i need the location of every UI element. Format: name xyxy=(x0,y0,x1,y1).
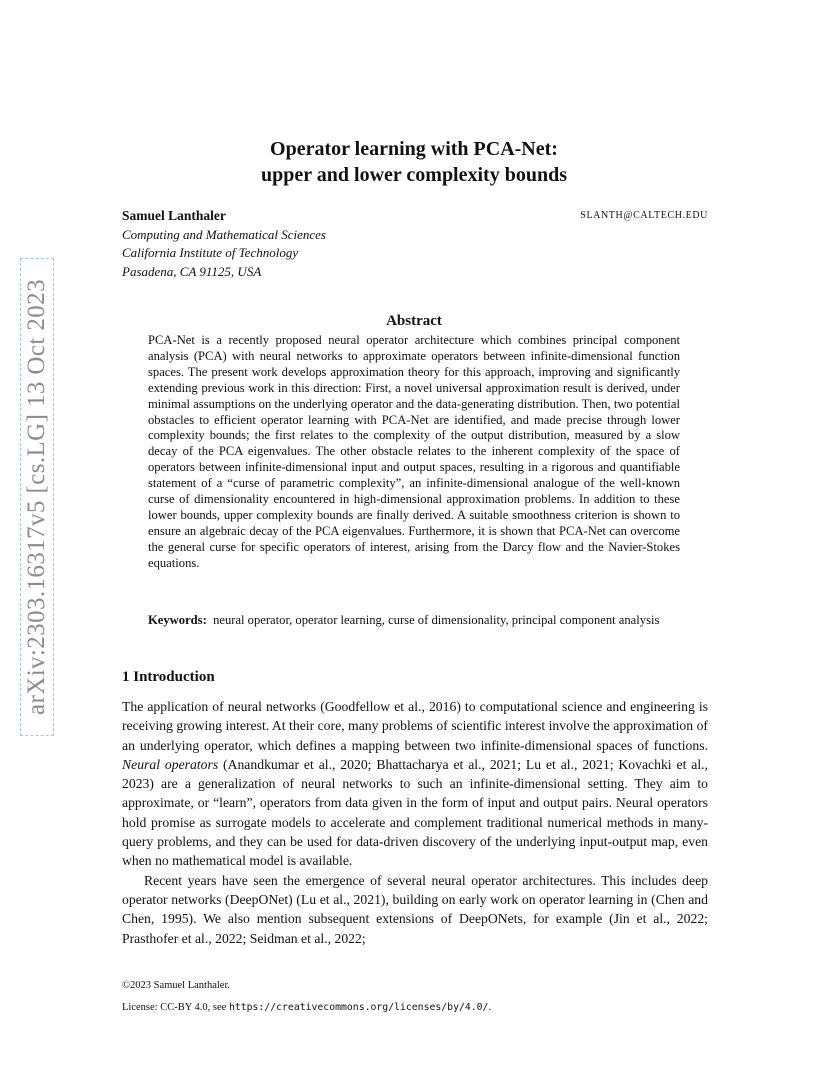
license-prefix: License: CC-BY 4.0, see xyxy=(122,1002,229,1013)
copyright-notice: ©2023 Samuel Lanthaler. xyxy=(122,980,230,991)
title-line-2: upper and lower complexity bounds xyxy=(261,164,567,186)
intro-paragraph-2: Recent years have seen the emergence of several neural operator architectures. This includes deep operator networks (DeepONet) (Lu et al., 2021), building on early work on operator learning in (Chen and Chen, 1995). We also mention subsequent extensions of DeepONets, for example (Jin et al., 2022; Prasthofer et al., 2022; Seidman et al., 2022; xyxy=(122,872,708,946)
abstract-heading: Abstract xyxy=(386,313,442,329)
paper-title xyxy=(0,136,828,188)
abstract-text: PCA-Net is a recently proposed neural operator architecture which combines principal component analysis (PCA) with neural networks to approximate operators between infinite-dimensional function spaces. The present work develops approximation theory for this approach, improving and significantly extending previous work in this direction: First, a novel universal approximation result is derived, under minimal assumptions on the underlying operator and the data-generating distribution. Then, two potential obstacles to efficient operator learning with PCA-Net are identified, and made precise through lower complexity bounds; the first relates to the complexity of the output distribution, measured by a slow decay of the PCA eigenvalues. The other obstacle relates to the inherent complexity of the space of operators between infinite-dimensional input and output spaces, resulting in a rigorous and quantifiable statement of a “curse of parametric complexity”, an infinite-dimensional analogue of the well-known curse of dimensionality encountered in high-dimensional approximation problems. In addition to these lower bounds, upper complexity bounds are finally derived. A suitable smoothness criterion is shown to ensure an algebraic decay of the PCA eigenvalues. Furthermore, it is shown that PCA-Net can overcome the general curse for specific operators of interest, arising from the Darcy flow and the Navier-Stokes equations. xyxy=(148,333,680,570)
affiliation-line-3: Pasadena, CA 91125, USA xyxy=(122,263,262,279)
affiliation-line-1: Computing and Mathematical Sciences xyxy=(122,226,326,242)
introduction-body xyxy=(122,697,708,948)
license-link[interactable]: https://creativecommons.org/licenses/by/4.0/ xyxy=(228,1002,489,1013)
author-email: SLANTH@CALTECH.EDU xyxy=(580,210,708,221)
section-heading-introduction: 1 Introduction xyxy=(122,669,215,685)
title-line-1: Operator learning with PCA-Net: xyxy=(270,138,558,160)
keywords-list: neural operator, operator learning, curse of dimensionality, principal component analysis xyxy=(213,613,660,627)
license-suffix: . xyxy=(488,1002,492,1013)
author-name: Samuel Lanthaler xyxy=(122,208,226,223)
intro-p1-part-a: The application of neural networks (Goodfellow et al., 2016) to computational science and engineering is receiving growing interest. At their core, many problems of scientific interest involve the approximation of an underlying operator, which defines a mapping between two infinite-dimensional spaces of functions. xyxy=(122,699,708,753)
author-block xyxy=(122,207,708,281)
arxiv-identifier: arXiv:2303.16317v5 [cs.LG] 13 Oct 2023 xyxy=(23,279,50,715)
intro-p1-emphasis: Neural operators xyxy=(122,756,219,772)
intro-p1-part-b: (Anandkumar et al., 2020; Bhattacharya et al., 2021; Lu et al., 2021; Kovachki et al., 2023) are a generalization of neural networks to such an infinite-dimensional setting. They aim to approximate, or “learn”, operators from data given in the form of input and output pairs. Neural operators hold promise as surrogate models to accelerate and complement traditional numerical methods in many-query problems, and they can be used for data-driven discovery of the underlying input-output map, even when no mathematical model is available. xyxy=(122,756,708,869)
keywords-label: Keywords: xyxy=(148,613,207,627)
intro-paragraph-1 xyxy=(122,697,708,871)
keywords xyxy=(148,613,680,629)
license-notice xyxy=(122,1002,491,1013)
affiliation-line-2: California Institute of Technology xyxy=(122,245,299,260)
